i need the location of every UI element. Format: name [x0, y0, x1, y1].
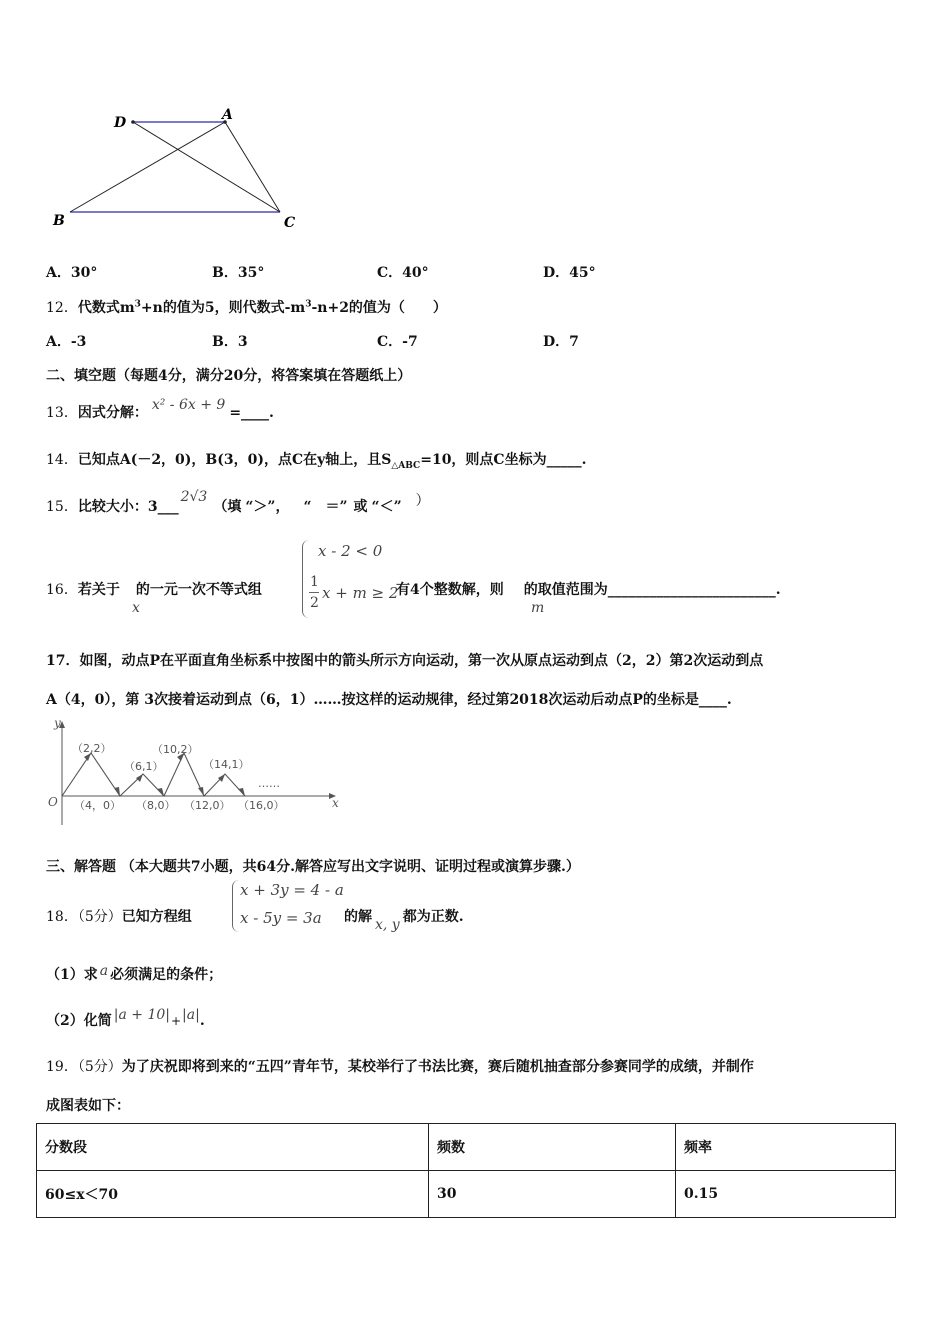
motion-path-figure — [40, 715, 350, 830]
q12-stem: 12．代数式$m^3+n$的值为5，则代数式$-m^3-n+2$的值为（ ） — [46, 299, 447, 316]
bottom-label-3: （12,0） — [184, 799, 231, 812]
table-cell: 0.15 — [676, 1171, 896, 1218]
bottom-label-1: （4，0） — [74, 799, 121, 812]
segment-dc — [133, 122, 280, 212]
q16-var-m: m — [531, 600, 545, 616]
q18-part-2: （2）化简 |a + 10|+|a|. — [46, 1007, 205, 1029]
peak-label-4: （14,1） — [203, 758, 250, 771]
table-header: 频率 — [676, 1124, 896, 1171]
table-cell: 60≤x＜70 — [37, 1171, 429, 1218]
q11-option-c: C．40° — [377, 265, 429, 281]
peak-label-3: （10,2） — [152, 743, 199, 756]
axis-label-y: y — [54, 716, 61, 730]
q13-expression: x² - 6x + 9 — [151, 397, 226, 413]
q17-line-1: 17．如图，动点P在平面直角坐标系中按图中的箭头所示方向运动，第一次从原点运动到点（2，2）第2次运动到点 — [46, 653, 764, 669]
score-table — [36, 1123, 896, 1218]
peak-label-1: （2,2） — [72, 742, 112, 755]
label-c: C — [284, 215, 296, 231]
q14-stem: 14．已知点A(－2，0)，B(3，0)，点C在y轴上，且$S_{\triangle ABC}=10$，则点C坐标为_____. — [46, 452, 587, 471]
section-2-title: 二、填空题（每题4分，满分20分，将答案填在答题纸上） — [46, 368, 412, 384]
q11-option-a: A．30° — [46, 265, 98, 281]
table-header: 频数 — [429, 1124, 676, 1171]
q16-frac-bar — [309, 592, 319, 593]
q16-frac-numerator: 1 — [310, 574, 319, 590]
q19-line-2: 成图表如下： — [46, 1098, 130, 1114]
q16-brace — [302, 540, 309, 618]
q11-option-b: B．35° — [212, 265, 265, 281]
q18-equation-2: x - 5y = 3a — [240, 909, 322, 927]
continuation-dots: …… — [258, 777, 280, 790]
table-cell: 30 — [429, 1171, 676, 1218]
q18-stem-cont: 的解 x, y 都为正数. — [344, 909, 464, 933]
label-b: B — [53, 213, 65, 229]
q16-frac-denominator: 2 — [310, 595, 319, 611]
q16-inequality-2: x + m ≥ 2 — [322, 584, 399, 602]
peak-label-2: （6,1） — [124, 760, 164, 773]
q18-stem: 18．（5分）已知方程组 — [46, 909, 192, 925]
label-d: D — [114, 115, 127, 131]
table-header-row — [37, 1124, 896, 1171]
q15-stem: 15．比较大小：3___2√3（填 “＞”， “ ＝” 或 “＜” ） — [46, 489, 430, 515]
origin-label: O — [48, 795, 58, 809]
q18-part-1: （1）求 a 必须满足的条件； — [46, 963, 223, 983]
q16-inequality-1: x - 2 < 0 — [318, 542, 383, 560]
table-header: 分数段 — [37, 1124, 429, 1171]
section-3-title: 三、解答题 （本大题共7小题，共64分.解答应写出文字说明、证明过程或演算步骤.） — [46, 859, 580, 875]
segment-ab — [70, 122, 225, 212]
triangle-figure — [40, 100, 320, 240]
q16-stem: 16．若关于 的一元一次不等式组 — [46, 582, 262, 598]
q16-stem-cont: 有4个整数解，则 的取值范围为________________________. — [396, 582, 781, 598]
q16-var-x: x — [132, 600, 140, 616]
q12-option-a: A．-3 — [46, 334, 87, 350]
q19-line-1: 19．（5分）为了庆祝即将到来的“五四”青年节，某校举行了书法比赛，赛后随机抽查部分参赛同学的成绩，并制作 — [46, 1059, 754, 1075]
bottom-label-2: （8,0） — [136, 799, 176, 812]
bottom-label-4: （16,0） — [238, 799, 285, 812]
segment-ac — [225, 122, 280, 212]
axis-label-x: x — [332, 796, 339, 810]
label-a: A — [222, 107, 233, 123]
q13-stem: 13．因式分解： x² - 6x + 9 =____. — [46, 397, 274, 421]
q11-option-d: D．45° — [543, 265, 596, 281]
table-row — [37, 1171, 896, 1218]
q15-expression: 2√3 — [180, 489, 208, 505]
q12-option-b: B．3 — [212, 334, 248, 350]
q18-equation-1: x + 3y = 4 - a — [240, 881, 344, 899]
q12-option-d: D．7 — [543, 334, 579, 350]
q12-option-c: C．-7 — [377, 334, 418, 350]
q17-line-2: A（4，0），第 3次接着运动到点（6，1）……按这样的运动规律，经过第2018次运动后动点P的坐标是____. — [46, 692, 732, 708]
q18-brace — [232, 880, 239, 932]
